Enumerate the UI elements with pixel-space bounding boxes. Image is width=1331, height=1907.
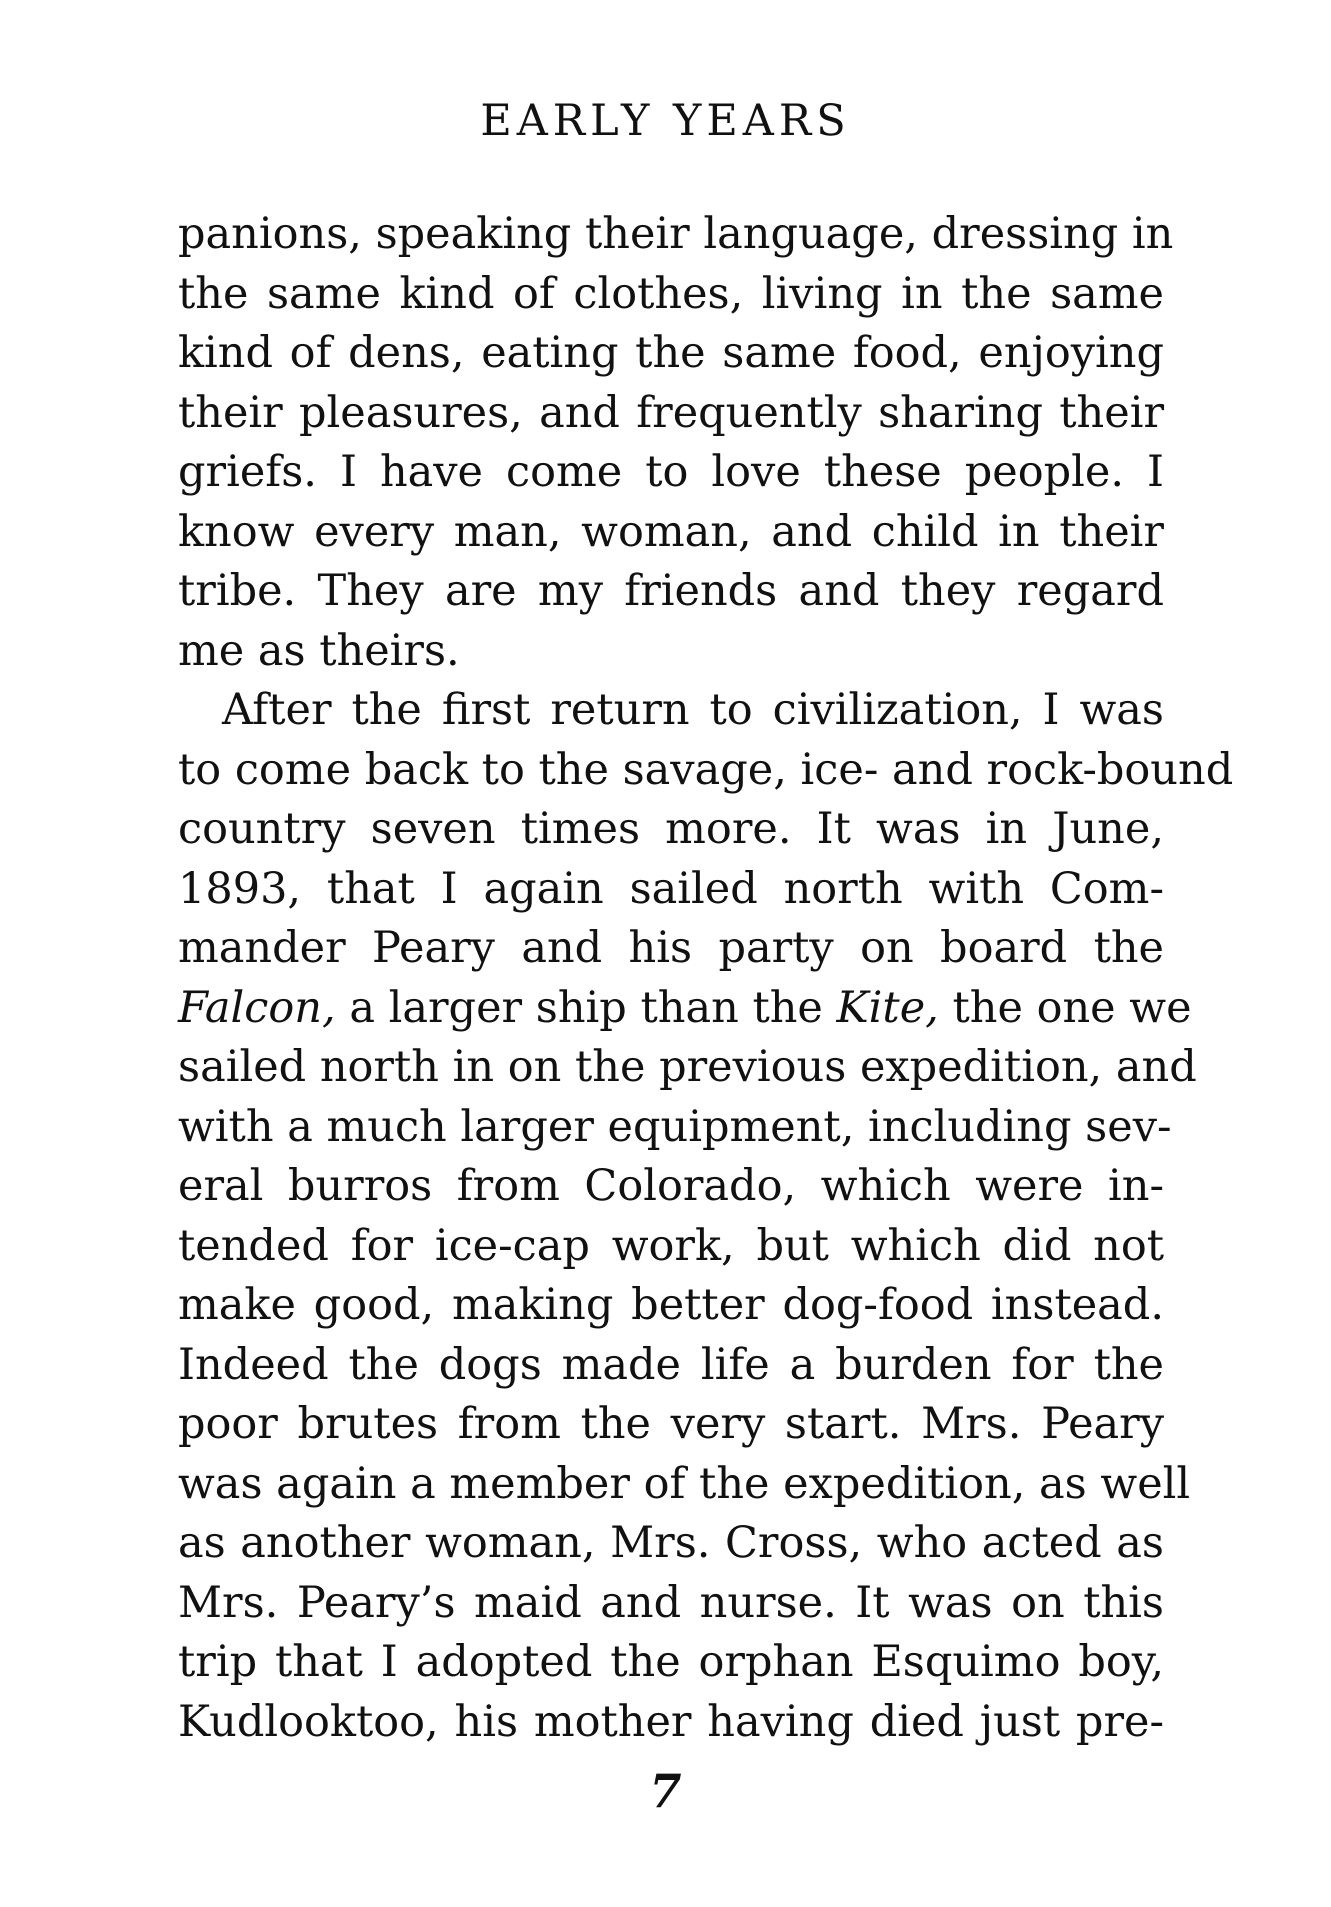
text-line: panions, speaking their language, dressing in xyxy=(178,209,1174,259)
ship-name-kite: Kite, xyxy=(836,982,939,1033)
text-line: with a much larger equipment, including sev- xyxy=(178,1101,1172,1152)
page-number: 7 xyxy=(649,1764,682,1818)
text-line: Kudlooktoo, his mother having died just pre- xyxy=(178,1696,1164,1747)
text-line: 1893, that I again sailed north with Com- xyxy=(178,863,1164,914)
text-line: to come back to the savage, ice- and rock-bound xyxy=(178,744,1234,795)
text-line: eral burros from Colorado, which were in- xyxy=(178,1161,1164,1211)
text-fragment: the one we xyxy=(952,982,1192,1033)
paragraph-start-line: After the first return to civilization, I was xyxy=(222,685,1164,735)
text-line: sailed north in on the previous expedition, and xyxy=(178,1042,1197,1092)
text-line: as another woman, Mrs. Cross, who acted as xyxy=(178,1518,1164,1568)
text-line: mander Peary and his party on board the xyxy=(178,923,1164,973)
text-line: their pleasures, and frequently sharing their xyxy=(178,387,1164,438)
text-line: poor brutes from the very start. Mrs. Peary xyxy=(178,1399,1164,1449)
text-line: country seven times more. It was in June, xyxy=(178,804,1164,854)
text-line: kind of dens, eating the same food, enjoying xyxy=(178,328,1164,378)
running-header: EARLY YEARS xyxy=(480,96,851,146)
ship-name-falcon: Falcon, xyxy=(178,982,336,1033)
text-fragment: a larger ship than the xyxy=(349,982,823,1033)
text-line: tribe. They are my friends and they regard xyxy=(178,566,1164,616)
text-line: the same kind of clothes, living in the same xyxy=(178,268,1164,319)
body-text xyxy=(178,205,1234,1752)
paragraph-end-line: me as theirs. xyxy=(178,625,460,676)
text-line: was again a member of the expedition, as well xyxy=(178,1458,1191,1509)
text-line: griefs. I have come to love these people. I xyxy=(178,447,1164,497)
text-line: make good, making better dog-food instead. xyxy=(178,1280,1164,1330)
text-line: tended for ice-cap work, but which did not xyxy=(178,1220,1164,1271)
text-line: trip that I adopted the orphan Esquimo boy, xyxy=(178,1637,1164,1687)
text-line: Indeed the dogs made life a burden for the xyxy=(178,1339,1164,1390)
text-line: know every man, woman, and child in their xyxy=(178,506,1164,557)
text-line: Mrs. Peary’s maid and nurse. It was on this xyxy=(178,1577,1164,1628)
text-line-with-ship-names xyxy=(178,979,1192,1039)
